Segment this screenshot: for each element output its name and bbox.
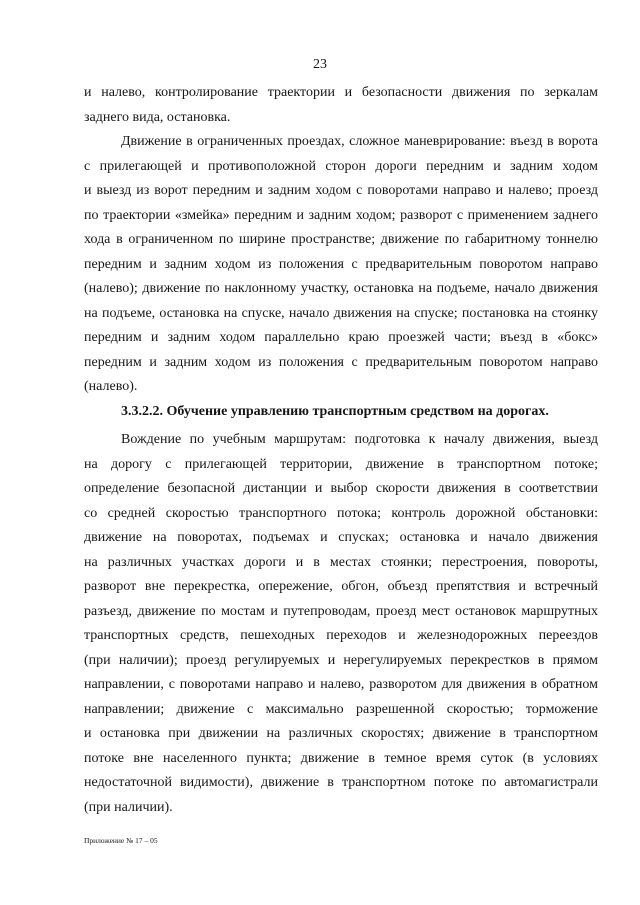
text-line: заднего вида, остановка. bbox=[84, 109, 231, 125]
text-line: передним и задним ходом из положения с предварительным поворотом направо bbox=[84, 256, 598, 272]
paragraph-road-driving bbox=[84, 428, 598, 820]
text-line: движение на поворотах, подъемах и спусках; остановка и начало движения bbox=[84, 530, 598, 545]
text-line: и налево, контролирование траектории и безопасности движения по зеркалам bbox=[84, 85, 598, 100]
text-line: по траектории «змейка» передним и задним ходом; разворот с применением заднего bbox=[84, 207, 598, 223]
text-line: на подъеме, остановка на спуске, начало движения на спуске; постановка на стоянку bbox=[84, 305, 598, 321]
text-line: недостаточной видимости), движение в транспортном потоке по автомагистрали bbox=[84, 775, 598, 790]
text-line: направлении, с поворотами направо и налево, разворотом для движения в обратном bbox=[84, 677, 598, 692]
paragraph-continuation bbox=[84, 81, 598, 130]
text-line: Движение в ограниченных проездах, сложное маневрирование: въезд в ворота bbox=[121, 134, 598, 149]
text-line: хода в ограниченном по ширине пространстве; движение по габаритному тоннелю bbox=[84, 232, 598, 247]
text-line: на дорогу с прилегающей территории, движение в транспортном потоке; bbox=[84, 456, 598, 472]
paragraph-maneuvering bbox=[84, 130, 598, 400]
section-heading: 3.3.2.2. Обучение управлению транспортным средством на дорогах. bbox=[121, 404, 549, 419]
text-line: Вождение по учебным маршрутам: подготовка к началу движения, выезд bbox=[121, 432, 598, 447]
text-line: (налево); движение по наклонному участку, остановка на подъеме, начало движения bbox=[84, 281, 598, 296]
text-line: передним и задним ходом параллельно краю проезжей части; въезд в «бокс» bbox=[84, 330, 598, 345]
text-line: разворот вне перекрестка, опережение, обгон, объезд препятствия и встречный bbox=[84, 579, 598, 594]
text-line: на различных участках дороги и в местах стоянки; перестроения, повороты, bbox=[84, 554, 598, 570]
text-line: определение безопасной дистанции и выбор скорости движения в соответствии bbox=[84, 481, 598, 496]
page-number: 23 bbox=[313, 57, 327, 72]
text-line: (при наличии); проезд регулируемых и нерегулируемых перекрестков в прямом bbox=[84, 652, 598, 668]
text-line: разъезд, движение по мостам и путепроводам, проезд мест остановок маршрутных bbox=[84, 603, 598, 619]
text-line: направлении; движение с максимально разрешенной скоростью; торможение bbox=[84, 701, 598, 717]
text-line: (налево). bbox=[84, 379, 138, 394]
text-line: и выезд из ворот передним и задним ходом с поворотами направо и налево; проезд bbox=[84, 183, 598, 198]
footer-appendix-label: Приложение № 17 – 05 bbox=[84, 836, 158, 845]
text-line: транспортных средств, пешеходных переходов и железнодорожных переездов bbox=[84, 628, 598, 643]
text-line: со средней скоростью транспортного потока; контроль дорожной обстановки: bbox=[84, 505, 598, 521]
text-line: потоке вне населенного пункта; движение в темное время суток (в условиях bbox=[84, 750, 598, 766]
text-line: передним и задним ходом из положения с предварительным поворотом направо bbox=[84, 354, 598, 370]
text-line: (при наличии). bbox=[84, 799, 173, 815]
text-line: и остановка при движении на различных скоростях; движение в транспортном bbox=[84, 726, 598, 741]
text-line: с прилегающей и противоположной сторон дороги передним и задним ходом bbox=[84, 158, 598, 174]
